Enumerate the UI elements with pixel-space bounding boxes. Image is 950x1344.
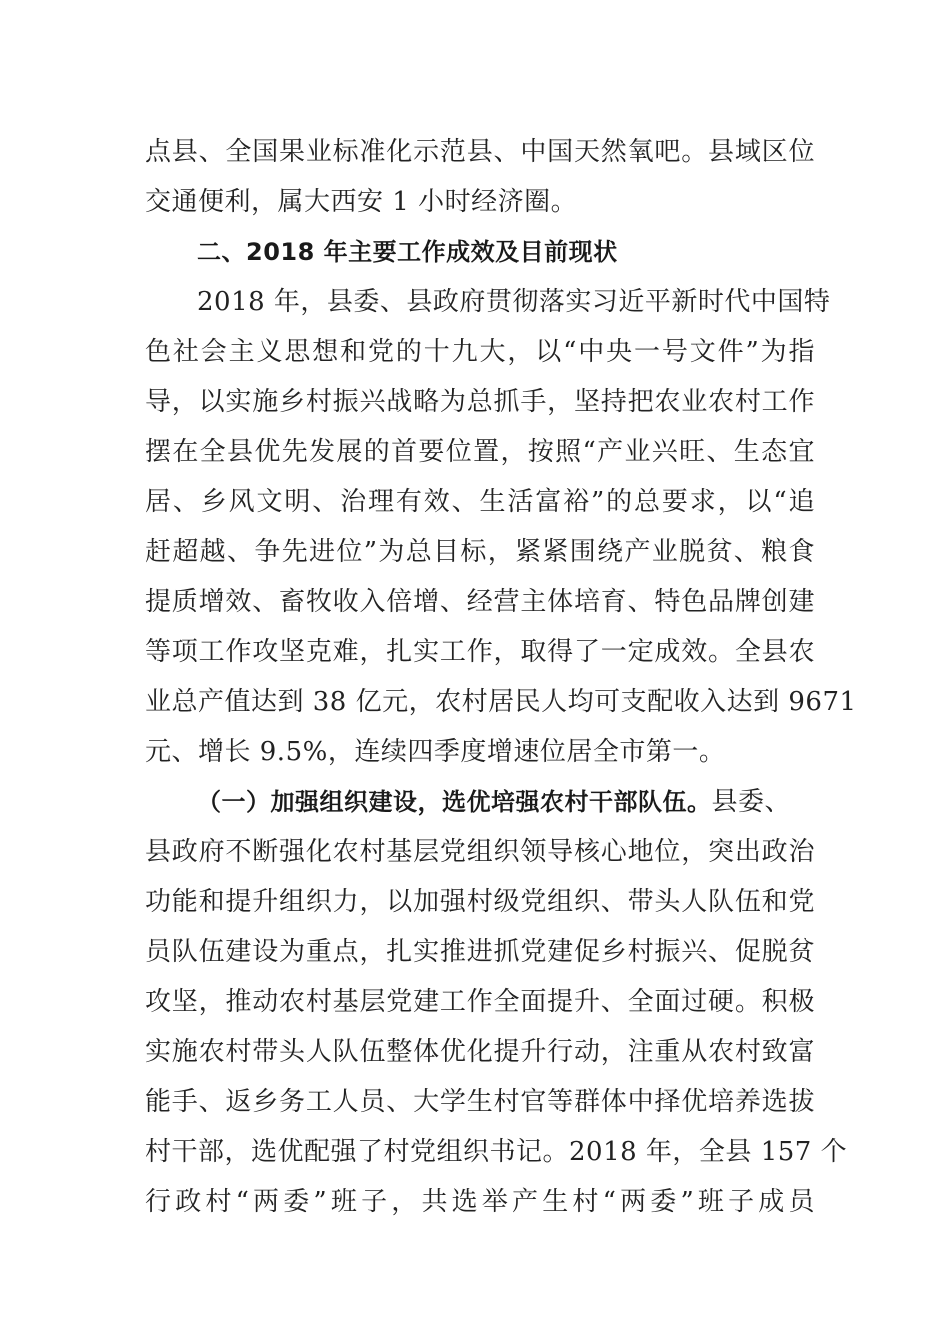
- text-line: 赶超越、争先进位”为总目标，紧紧围绕产业脱贫、粮食: [145, 537, 815, 567]
- text-line: 县政府不断强化农村基层党组织领导核心地位，突出政治: [145, 837, 815, 867]
- document-body: [145, 127, 857, 1227]
- text-line: 交通便利，属大西安 1 小时经济圈。: [145, 187, 578, 217]
- text-line: 2018 年，县委、县政府贯彻落实习近平新时代中国特: [197, 287, 831, 317]
- subsection-line: [145, 777, 815, 827]
- text-line: 员队伍建设为重点，扎实推进抓党建促乡村振兴、促脱贫: [145, 937, 815, 967]
- text-line: 色社会主义思想和党的十九大，以“中央一号文件”为指: [145, 337, 815, 367]
- text-line: 村干部，选优配强了村党组织书记。2018 年，全县 157 个: [145, 1137, 848, 1167]
- subsection-heading: （一）加强组织建设，选优培强农村干部队伍。: [197, 788, 712, 816]
- text-line: 业总产值达到 38 亿元，农村居民人均可支配收入达到 9671: [145, 687, 857, 717]
- text-fragment: 县委、: [711, 787, 792, 817]
- text-line: 攻坚，推动农村基层党建工作全面提升、全面过硬。积极: [145, 987, 815, 1017]
- text-line: 元、增长 9.5%，连续四季度增速位居全市第一。: [145, 737, 726, 767]
- text-line: 功能和提升组织力，以加强村级党组织、带头人队伍和党: [145, 887, 815, 917]
- text-line: 导，以实施乡村振兴战略为总抓手，坚持把农业农村工作: [145, 387, 815, 417]
- text-line: 点县、全国果业标准化示范县、中国天然氧吧。县域区位: [145, 137, 815, 167]
- section-heading: 二、2018 年主要工作成效及目前现状: [197, 238, 618, 266]
- text-line: 等项工作攻坚克难，扎实工作，取得了一定成效。全县农: [145, 637, 815, 667]
- text-line: 能手、返乡务工人员、大学生村官等群体中择优培养选拔: [145, 1087, 815, 1117]
- text-line: 摆在全县优先发展的首要位置，按照“产业兴旺、生态宜: [145, 437, 815, 467]
- text-line: 居、乡风文明、治理有效、生活富裕”的总要求，以“追: [145, 487, 815, 517]
- text-line: 行政村“两委”班子，共选举产生村“两委”班子成员: [145, 1187, 815, 1217]
- text-line: 提质增效、畜牧收入倍增、经营主体培育、特色品牌创建: [145, 587, 815, 617]
- text-line: 实施农村带头人队伍整体优化提升行动，注重从农村致富: [145, 1037, 815, 1067]
